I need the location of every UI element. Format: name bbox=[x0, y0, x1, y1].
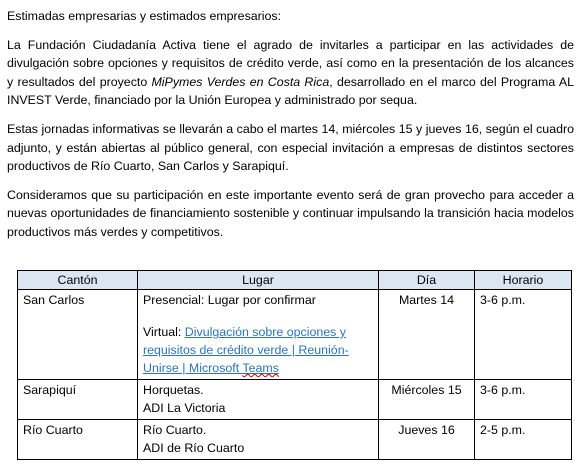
cell-dia: Martes 14 bbox=[379, 290, 475, 380]
table-row bbox=[18, 290, 572, 380]
lugar-line-1: Río Cuarto. bbox=[143, 423, 207, 437]
paragraph-invitation bbox=[7, 36, 574, 110]
salutation: Estimadas empresarias y estimados empresarios: bbox=[7, 9, 282, 23]
cell-lugar bbox=[138, 380, 379, 420]
schedule-table bbox=[17, 270, 572, 460]
teams-link-text: Divulgación sobre opciones y requisitos de crédito verde | Reunión- Unirse | Microsoft bbox=[143, 325, 349, 375]
cell-canton: San Carlos bbox=[18, 290, 138, 380]
lugar-virtual bbox=[143, 323, 373, 377]
lugar-presencial: Presencial: Lugar por confirmar bbox=[143, 293, 316, 307]
table-row bbox=[18, 380, 572, 420]
cell-dia: Jueves 16 bbox=[379, 420, 475, 460]
lugar-line-2: ADI de Río Cuarto bbox=[143, 441, 245, 455]
cell-dia: Miércoles 15 bbox=[379, 380, 475, 420]
table-header-row bbox=[18, 271, 572, 290]
cell-lugar bbox=[138, 420, 379, 460]
cell-horario: 2-5 p.m. bbox=[475, 420, 572, 460]
paragraph-closing: Consideramos que su participación en este importante evento será de gran provecho para acceder a nuevas oportunidades de financiamiento sostenible y continuar impulsando la transición hacia modelos productivos más verdes y competitivos. bbox=[7, 187, 574, 239]
cell-horario: 3-6 p.m. bbox=[475, 290, 572, 380]
paragraph-schedule: Estas jornadas informativas se llevarán a cabo el martes 14, miércoles 15 y jueves 16, según el cuadro adjunto, y están abiertas al público general, con especial invitación a empresas de distintos sectores productivos de Río Cuarto, San Carlos y Sarapiquí. bbox=[7, 121, 574, 174]
cell-lugar bbox=[138, 290, 379, 380]
paragraph-invitation-text-end: , desarrollado en el marco del Programa AL INVEST Verde, financiado por la Unión Europea y administrado por sequa. bbox=[7, 74, 574, 108]
cell-canton: Sarapiquí bbox=[18, 380, 138, 420]
cell-horario: 3-6 p.m. bbox=[475, 380, 572, 420]
lugar-line-2: ADI La Victoria bbox=[143, 401, 226, 415]
header-lugar: Lugar bbox=[138, 271, 379, 290]
header-horario: Horario bbox=[475, 271, 572, 290]
table-row bbox=[18, 420, 572, 460]
header-canton: Cantón bbox=[18, 271, 138, 290]
teams-link-text-end: Teams bbox=[242, 361, 279, 375]
project-name: MiPymes Verdes en Costa Rica bbox=[151, 74, 330, 89]
lugar-line-1: Horquetas. bbox=[143, 383, 204, 397]
paragraph-invitation-text: La Fundación Ciudadanía Activa tiene el agrado de invitarles a participar en las actividades de divulgación sobre opciones y requisitos de crédito verde, así como en la presentación de los alcances y resultados del proyecto bbox=[7, 37, 574, 89]
header-dia: Día bbox=[379, 271, 475, 290]
cell-canton: Río Cuarto bbox=[18, 420, 138, 460]
virtual-label: Virtual: bbox=[143, 325, 185, 339]
